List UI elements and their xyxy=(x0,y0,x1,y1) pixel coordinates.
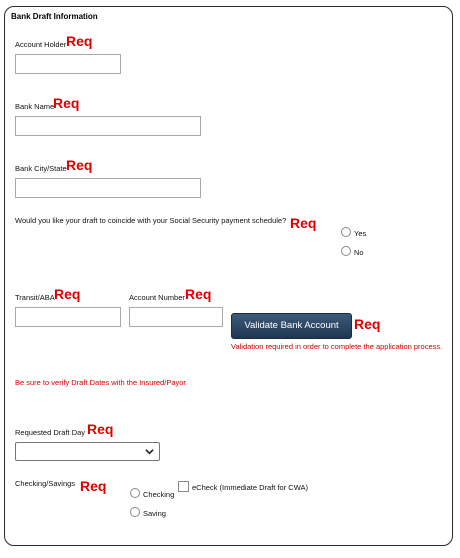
ss-yes-radio[interactable] xyxy=(341,227,351,237)
bank-name-req: Req xyxy=(53,95,80,111)
saving-label: Saving xyxy=(143,509,166,518)
bank-name-label: Bank Name xyxy=(15,102,55,111)
account-holder-input[interactable] xyxy=(15,54,121,74)
checking-radio[interactable] xyxy=(130,488,140,498)
echeck-checkbox[interactable] xyxy=(178,481,189,492)
validation-note: Validation required in order to complete the application process. xyxy=(231,342,443,351)
chevron-down-icon xyxy=(145,447,154,459)
bank-draft-panel xyxy=(4,6,453,546)
account-holder-label: Account Holder xyxy=(15,40,67,49)
transit-aba-label: Transit/ABA xyxy=(15,293,55,302)
bank-name-input[interactable] xyxy=(15,116,201,136)
account-holder-req: Req xyxy=(66,33,93,49)
checking-label: Checking xyxy=(143,490,175,499)
validate-req: Req xyxy=(354,316,381,332)
echeck-label: eCheck (Immediate Draft for CWA) xyxy=(192,483,308,492)
account-number-req: Req xyxy=(185,286,212,302)
bank-city-state-req: Req xyxy=(66,157,93,173)
ss-question-label: Would you like your draft to coincide with your Social Security payment schedule? xyxy=(15,216,287,225)
verify-draft-dates-notice: Be sure to verify Draft Dates with the Insured/Payor xyxy=(15,378,186,387)
validate-bank-account-button[interactable]: Validate Bank Account xyxy=(231,313,352,339)
bank-city-state-label: Bank City/State xyxy=(15,164,67,173)
bank-city-state-input[interactable] xyxy=(15,178,201,198)
account-number-input[interactable] xyxy=(129,307,223,327)
ss-no-radio[interactable] xyxy=(341,246,351,256)
requested-draft-day-req: Req xyxy=(87,421,114,437)
ss-yes-label: Yes xyxy=(354,229,367,238)
section-title: Bank Draft Information xyxy=(11,12,98,21)
ss-no-label: No xyxy=(354,248,364,257)
saving-radio[interactable] xyxy=(130,507,140,517)
checking-savings-label: Checking/Savings xyxy=(15,479,76,488)
checking-savings-req: Req xyxy=(80,478,107,494)
requested-draft-day-label: Requested Draft Day xyxy=(15,428,86,437)
ss-question-req: Req xyxy=(290,215,317,231)
account-number-label: Account Number xyxy=(129,293,185,302)
requested-draft-day-select[interactable] xyxy=(15,442,160,461)
transit-aba-input[interactable] xyxy=(15,307,121,327)
transit-aba-req: Req xyxy=(54,286,81,302)
